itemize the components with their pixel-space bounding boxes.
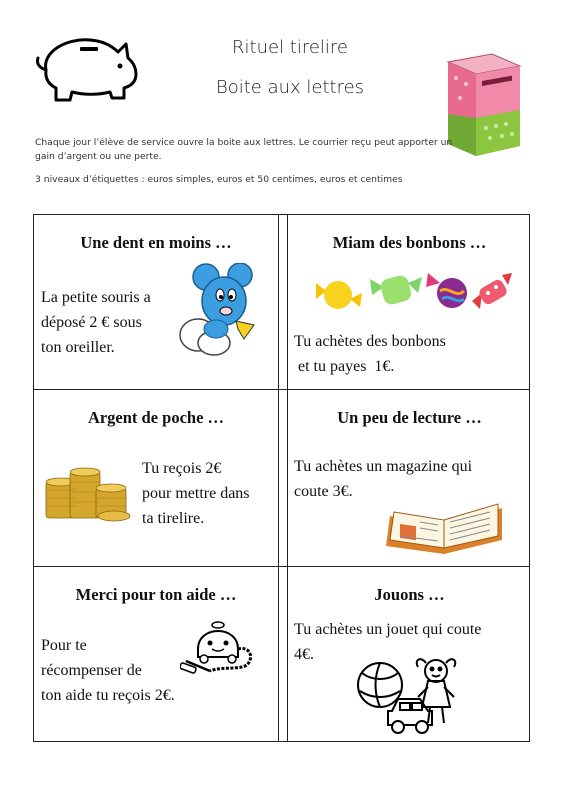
card-text: Tu achètes des bonbons et tu payes 1€. — [294, 333, 446, 375]
cards-grid — [33, 214, 530, 742]
card-text: La petite souris a déposé 2 € sous ton oreiller. — [41, 289, 151, 356]
card-heading: Un peu de lecture … — [337, 408, 482, 427]
card-text: Tu achètes un jouet qui coute 4€. — [294, 621, 482, 663]
card-text: Tu reçois 2€ pour mettre dans ta tirelire. — [142, 460, 250, 527]
card-heading: Merci pour ton aide … — [75, 585, 237, 604]
candies-icon — [308, 267, 518, 313]
page-subtitle: Boite aux lettres — [215, 77, 365, 98]
mouse-icon — [178, 263, 262, 359]
coins-icon — [44, 458, 136, 522]
card-heading: Jouons … — [374, 585, 445, 604]
card-tooth — [34, 215, 278, 389]
vacuum-cleaner-icon — [180, 609, 260, 679]
open-book-icon — [386, 496, 504, 556]
intro-paragraph: Chaque jour l’élève de service ouvre la boite aux lettres. Le courrier reçu peut apporter un gain d’argent ou une perte. — [35, 137, 453, 162]
card-heading: Argent de poche … — [87, 408, 225, 427]
card-text: Pour te récompenser de ton aide tu reçois 2€. — [41, 637, 175, 704]
card-heading: Une dent en moins … — [80, 233, 232, 252]
card-text: Tu achètes un magazine qui coute 3€. — [294, 458, 473, 500]
toys-icon — [352, 651, 470, 739]
card-help — [34, 567, 278, 743]
levels-note: 3 niveaux d’étiquettes : euros simples, euros et 50 centimes, euros et centimes — [35, 174, 403, 185]
card-pocket-money — [34, 390, 278, 566]
piggy-bank-icon — [32, 32, 142, 104]
card-heading: Miam des bonbons … — [332, 233, 487, 252]
card-play — [288, 567, 531, 743]
card-reading — [288, 390, 531, 566]
page-title: Rituel tirelire — [232, 37, 348, 58]
card-candies — [288, 215, 531, 389]
